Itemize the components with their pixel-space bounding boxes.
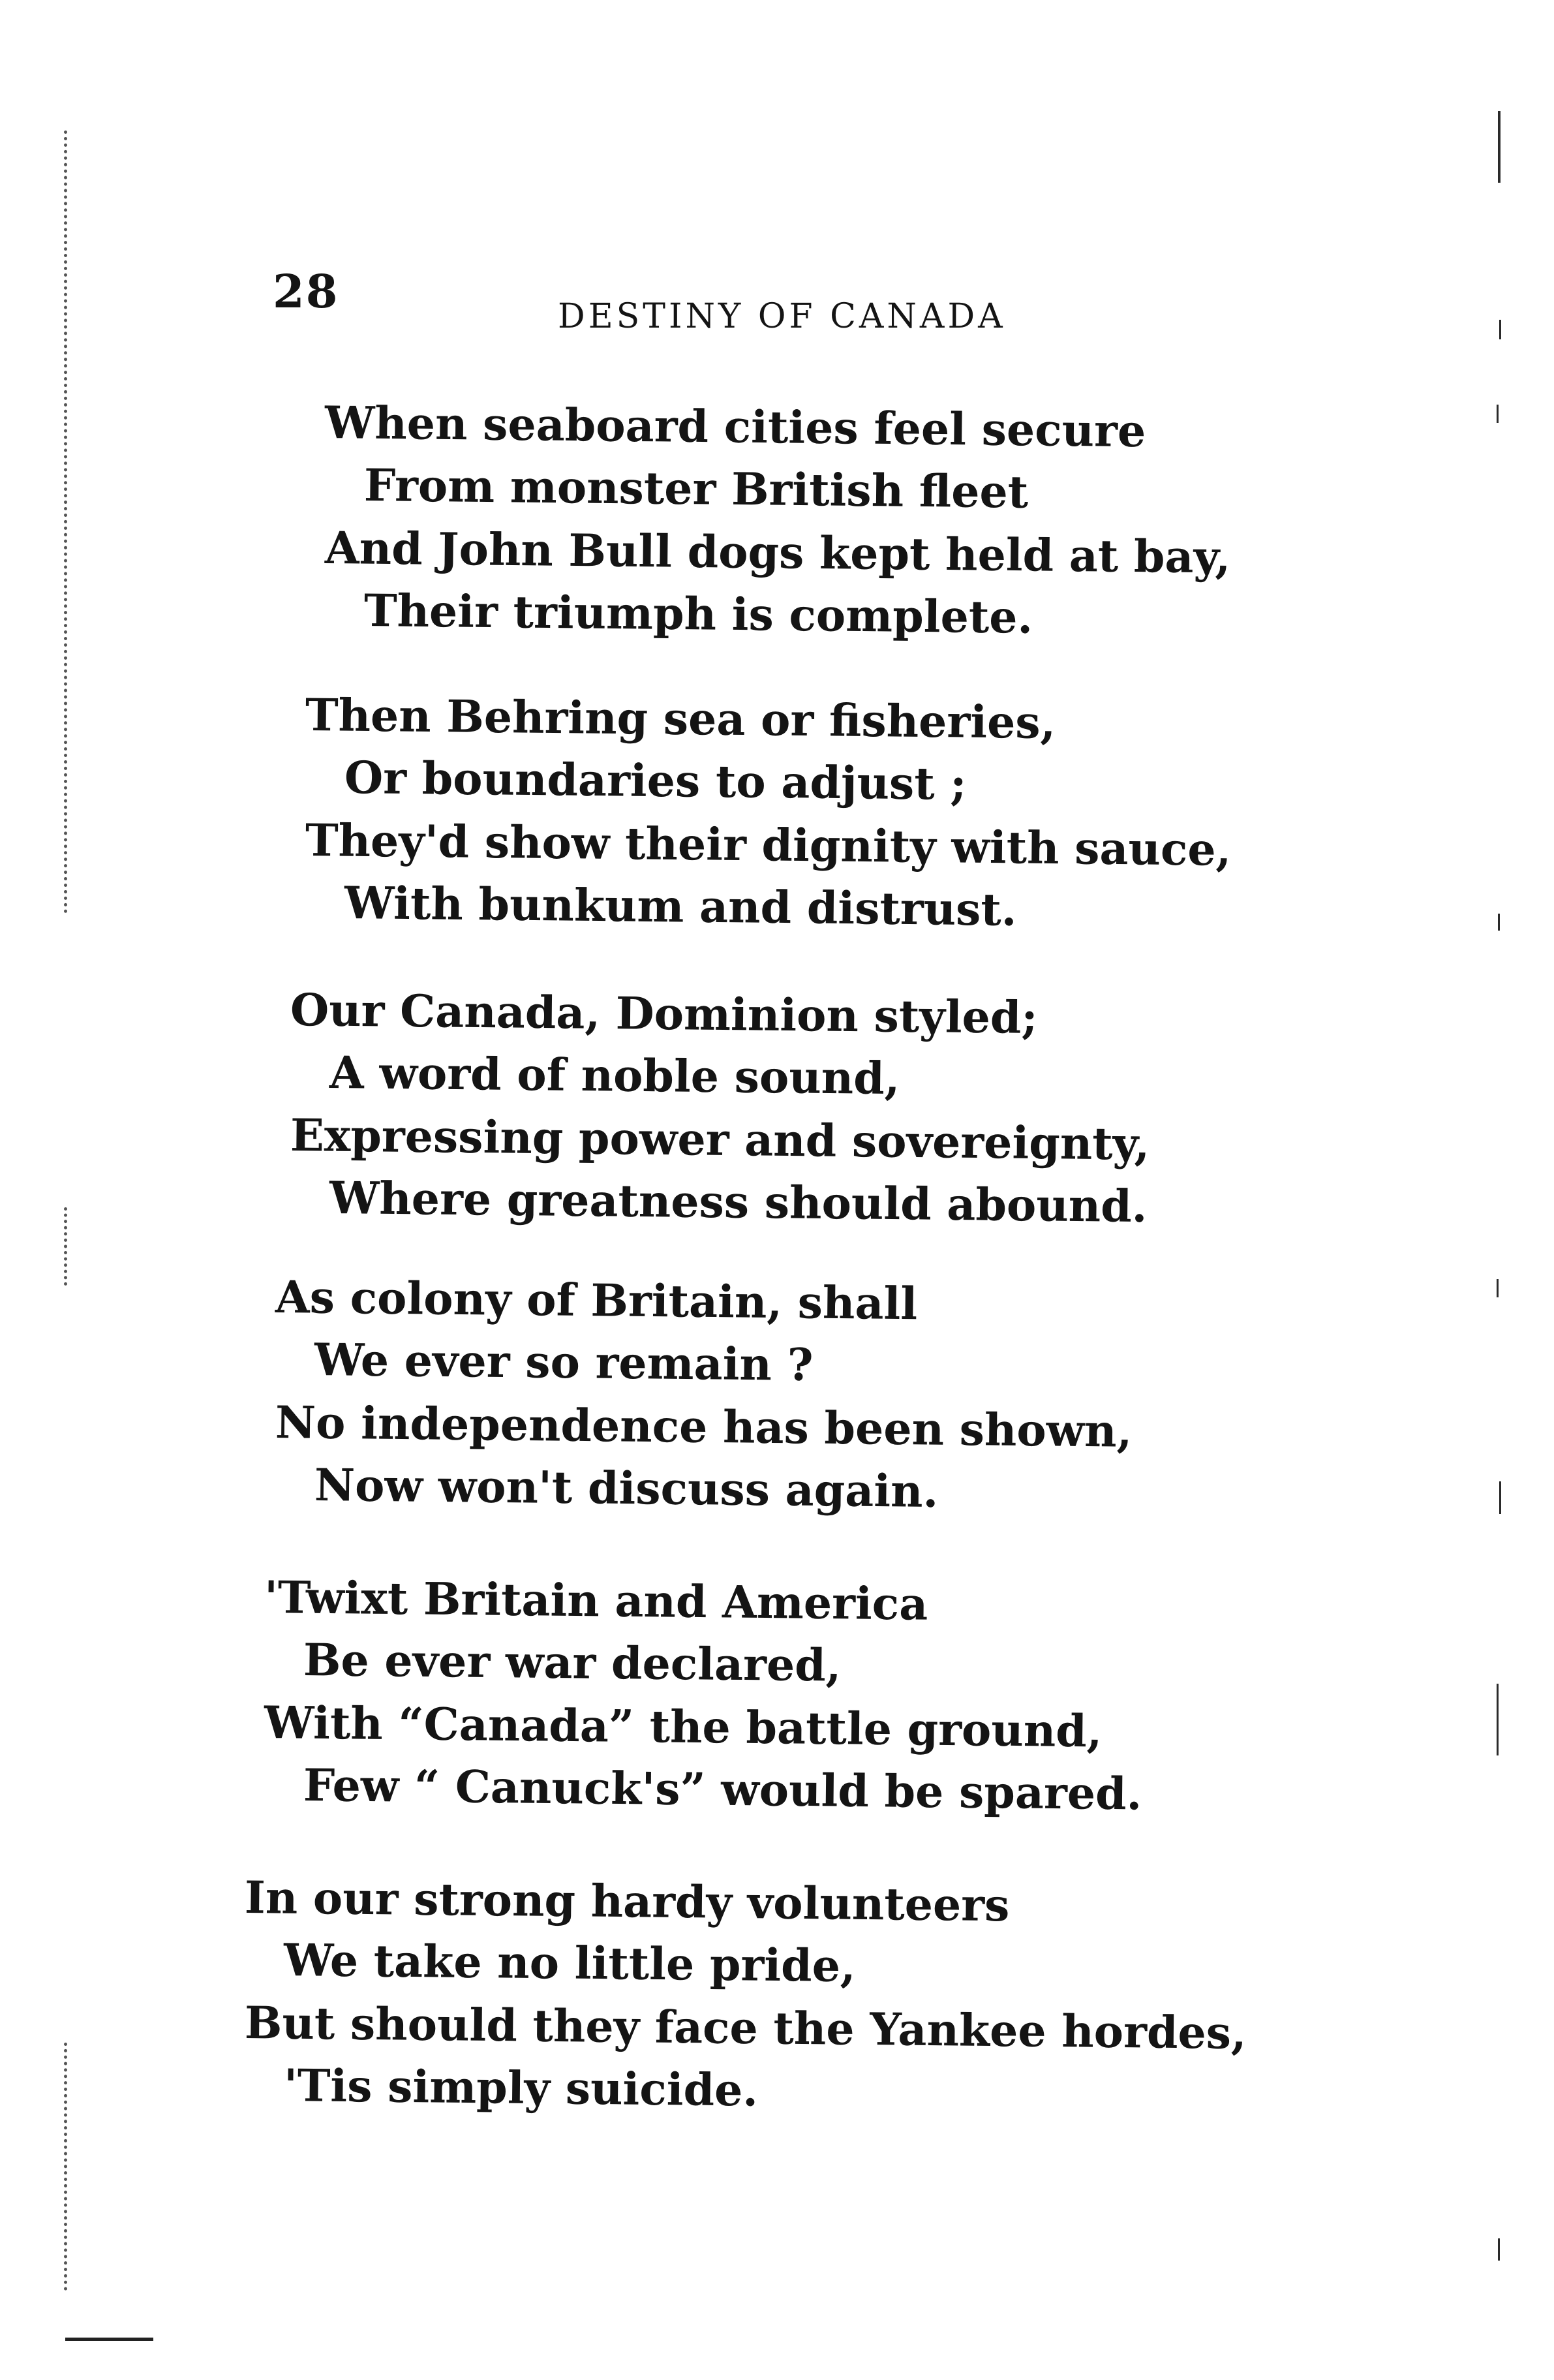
verse-line: Few “ Canuck's” would be spared.: [303, 1759, 1142, 1821]
verse-line: Or boundaries to adjust ;: [344, 752, 967, 811]
stanza: [305, 684, 1231, 935]
verse-line: Then Behring sea or fisheries,: [305, 689, 1056, 750]
verse-line: And John Bull dogs kept held at bay,: [324, 522, 1231, 584]
verse-line: Where greatness should abound.: [329, 1172, 1148, 1233]
page-number: 28: [273, 264, 339, 318]
right-margin-mark: [1497, 405, 1499, 423]
left-margin-dotted-rule: [64, 131, 67, 914]
verse-line: Our Canada, Dominion styled;: [290, 984, 1038, 1044]
bottom-rule: [65, 2338, 153, 2341]
verse-line: 'Twixt Britain and America: [264, 1571, 928, 1631]
stanza: [245, 1866, 1247, 2117]
left-margin-dotted-rule: [64, 2043, 67, 2291]
verse-line: Be ever war declared,: [303, 1634, 842, 1692]
right-margin-mark: [1497, 1684, 1499, 1755]
verse-line: We take no little pride,: [283, 1934, 857, 1993]
stanza: [290, 979, 1150, 1233]
right-margin-mark: [1498, 2238, 1500, 2261]
verse-line: With bunkum and distrust.: [344, 877, 1017, 936]
verse-line: Expressing power and sovereignty,: [290, 1109, 1150, 1171]
running-title: DESTINY OF CANADA: [558, 297, 1006, 336]
verse-line: In our strong hardy volunteers: [244, 1872, 1010, 1932]
right-margin-mark: [1498, 914, 1500, 931]
verse-line: They'd show their dignity with sauce,: [305, 814, 1232, 876]
verse-line: When seaboard cities feel secure: [324, 397, 1146, 458]
stanza: [325, 392, 1230, 642]
verse-line: Now won't discuss again.: [314, 1459, 939, 1519]
verse-line: No independence has been shown,: [275, 1397, 1133, 1458]
stanza: [264, 1566, 1142, 1821]
verse-line: Their triumph is complete.: [363, 585, 1033, 644]
verse-line: We ever so remain ?: [314, 1334, 814, 1392]
verse-line: With “Canada” the battle ground,: [264, 1697, 1103, 1758]
right-margin-mark: [1499, 1481, 1501, 1514]
verse-line: But should they face the Yankee hordes,: [244, 1997, 1247, 2060]
left-margin-dotted-rule: [64, 1207, 67, 1286]
right-margin-mark: [1499, 320, 1501, 339]
verse-line: 'Tis simply suicide.: [283, 2060, 759, 2117]
right-margin-mark: [1498, 111, 1501, 183]
right-margin-mark: [1497, 1279, 1499, 1297]
verse-line: From monster British fleet: [363, 459, 1029, 519]
verse-line: As colony of Britain, shall: [275, 1271, 918, 1331]
verse-line: A word of noble sound,: [329, 1047, 900, 1105]
stanza: [275, 1266, 1132, 1517]
